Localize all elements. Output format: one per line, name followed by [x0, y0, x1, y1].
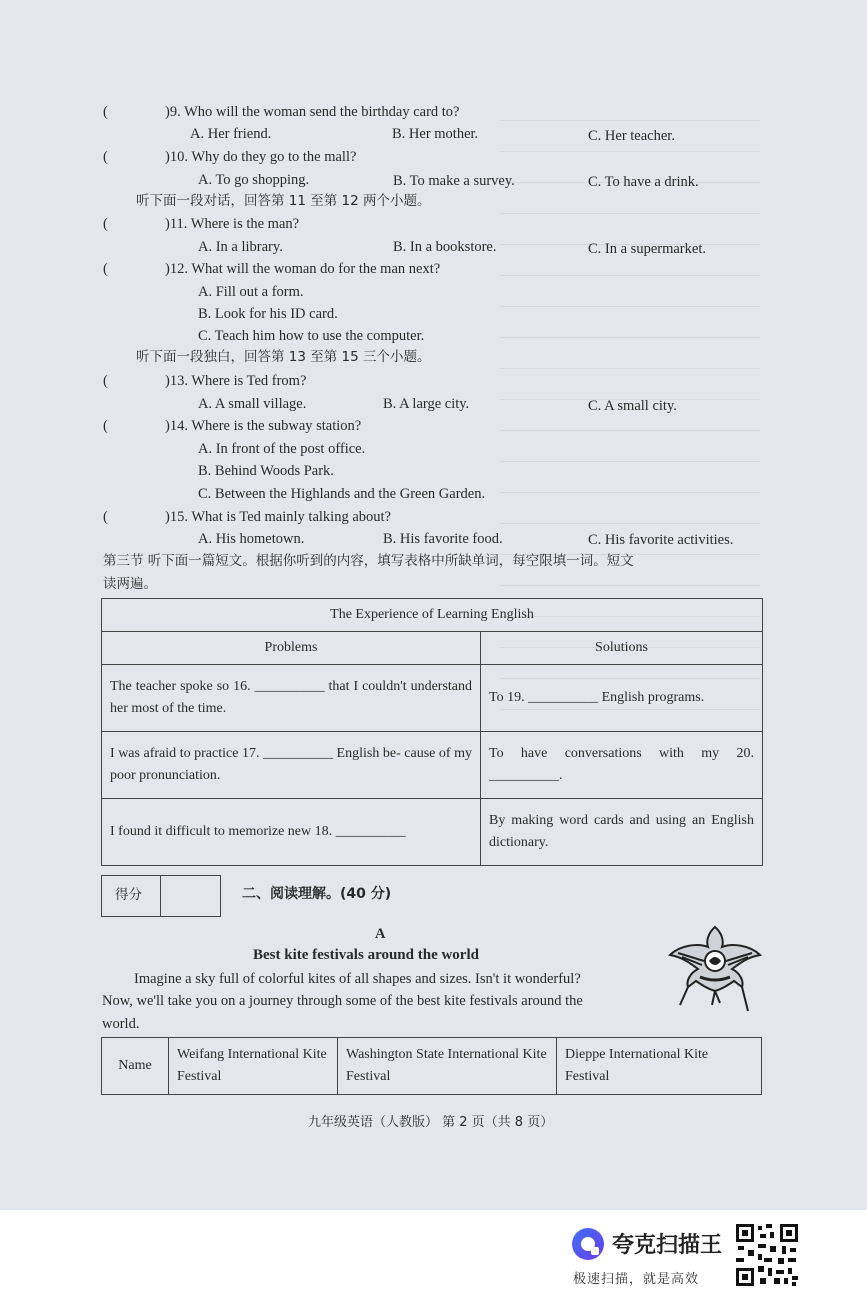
question-15: )15. What is Ted mainly talking about? — [165, 509, 391, 525]
brand-name: 夸克扫描王 — [612, 1233, 723, 1258]
kite-festival-table — [101, 1037, 762, 1095]
option: C. His favorite activities. — [588, 532, 734, 548]
passage-line: world. — [102, 1016, 140, 1032]
option: A. To go shopping. — [198, 172, 310, 188]
option: A. A small village. — [198, 396, 307, 412]
instruction: 听下面一段对话，回答第 11 至第 12 两个小题。 — [136, 193, 431, 209]
option: B. In a bookstore. — [393, 239, 497, 255]
answer-paren: ( — [103, 149, 108, 165]
section3-instruction-cont: 读两遍。 — [103, 576, 157, 592]
answer-paren: ( — [103, 261, 108, 277]
table-cell: I was afraid to practice 17. __________ English be- cause of my poor pronunciation. — [102, 732, 481, 799]
passage-line: Now, we'll take you on a journey through some of the best kite festivals around the — [102, 993, 583, 1009]
option: C. Teach him how to use the computer. — [198, 328, 425, 344]
answer-paren: ( — [103, 216, 108, 232]
question-9: )9. Who will the woman send the birthday card to? — [165, 104, 460, 120]
question-10: )10. Why do they go to the mall? — [165, 149, 357, 165]
option: C. To have a drink. — [588, 174, 699, 190]
option: A. Her friend. — [190, 126, 272, 142]
answer-paren: ( — [103, 373, 108, 389]
option: C. A small city. — [588, 398, 677, 414]
part2-title: 二、阅读理解。(40 分) — [242, 886, 392, 902]
option: A. Fill out a form. — [198, 284, 304, 300]
option: B. Behind Woods Park. — [198, 463, 334, 479]
passage-title: Best kite festivals around the world — [253, 947, 479, 963]
learning-table — [101, 598, 763, 866]
festival-cell: Weifang International Kite Festival — [169, 1038, 338, 1095]
option: B. Her mother. — [392, 126, 479, 142]
passage-line: Imagine a sky full of colorful kites of all shapes and sizes. Isn't it wonderful? — [134, 971, 581, 987]
option: C. Her teacher. — [588, 128, 675, 144]
quark-logo-icon — [571, 1227, 605, 1261]
col-header-problems: Problems — [102, 632, 481, 665]
festival-cell: Dieppe International Kite Festival — [557, 1038, 762, 1095]
question-11: )11. Where is the man? — [165, 216, 300, 232]
name-header: Name — [102, 1038, 169, 1095]
instruction: 听下面一段独白，回答第 13 至第 15 三个小题。 — [136, 349, 431, 365]
table-cell: The teacher spoke so 16. __________ that I couldn't understand her most of the time. — [102, 665, 481, 732]
answer-paren: ( — [103, 418, 108, 434]
festival-cell: Washington State International Kite Festival — [338, 1038, 557, 1095]
question-12: )12. What will the woman do for the man next? — [165, 261, 441, 277]
score-label: 得分 — [115, 887, 142, 903]
option: C. Between the Highlands and the Green Garden. — [198, 486, 486, 502]
qr-code-icon — [734, 1222, 800, 1288]
question-13: )13. Where is Ted from? — [165, 373, 307, 389]
brand-slogan: 极速扫描，就是高效 — [573, 1272, 700, 1287]
kite-illustration — [668, 925, 763, 1015]
table-cell: To 19. __________ English programs. — [481, 665, 763, 732]
option: B. His favorite food. — [383, 531, 503, 547]
option: C. In a supermarket. — [588, 241, 706, 257]
score-input-box[interactable] — [160, 875, 221, 917]
option: B. A large city. — [383, 396, 470, 412]
option: B. To make a survey. — [393, 173, 515, 189]
score-label-box — [101, 875, 161, 917]
option: A. His hometown. — [198, 531, 305, 547]
table-cell: To have conversations with my 20. __________. — [481, 732, 763, 799]
table-cell: By making word cards and using an English dictionary. — [481, 799, 763, 866]
table-title: The Experience of Learning English — [102, 599, 763, 632]
passage-letter: A — [375, 926, 386, 942]
option: A. In a library. — [198, 239, 283, 255]
question-14: )14. Where is the subway station? — [165, 418, 362, 434]
answer-paren: ( — [103, 104, 108, 120]
table-cell: I found it difficult to memorize new 18. __________ — [102, 799, 481, 866]
answer-paren: ( — [103, 509, 108, 525]
option: B. Look for his ID card. — [198, 306, 338, 322]
col-header-solutions: Solutions — [481, 632, 763, 665]
section3-instruction: 第三节 听下面一篇短文。根据你听到的内容，填写表格中所缺单词，每空限填一词。短文 — [103, 553, 634, 569]
option: A. In front of the post office. — [198, 441, 366, 457]
page-footer: 九年级英语（人教版） 第 2 页（共 8 页） — [308, 1115, 554, 1130]
